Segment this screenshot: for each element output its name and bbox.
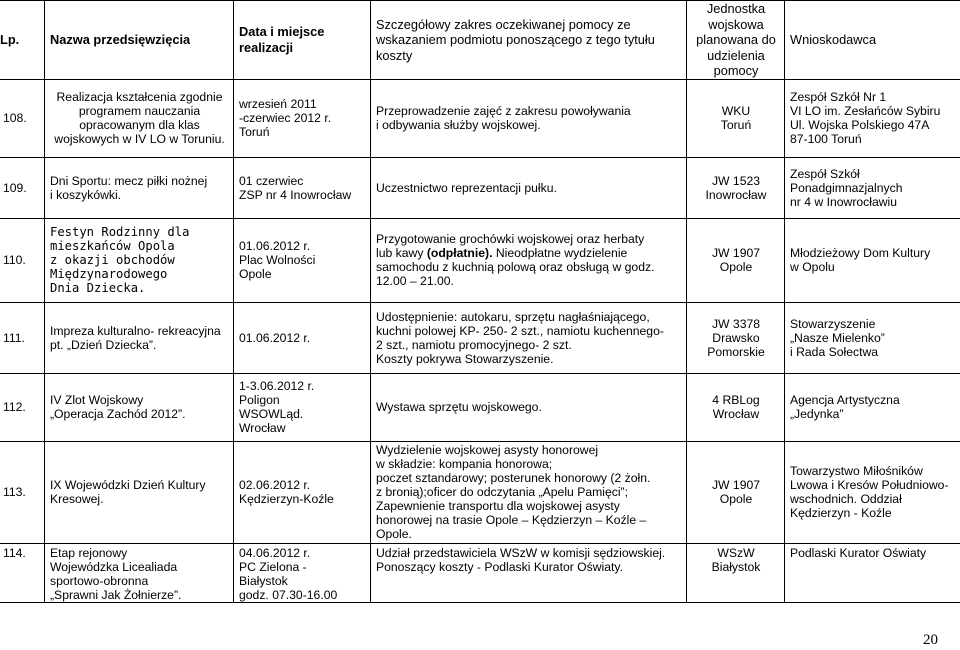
scope-text-a: Przygotowanie grochówki wojskowej oraz herbaty lub kawy — [376, 232, 645, 260]
row-name: Festyn Rodzinny dla mieszkańców Opola z okazji obchodów Międzynarodowego Dnia Dziecka. — [45, 218, 234, 302]
row-date: 04.06.2012 r. PC Zielona - Białystok godz. 07.30-16.00 — [234, 543, 371, 602]
row-scope: Udział przedstawiciela WSzW w komisji sędziowskiej. Ponoszący koszty - Podlaski Kurator Oświaty. — [371, 543, 687, 602]
row-scope: Przeprowadzenie zajęć z zakresu powoływania i odbywania służby wojskowej. — [371, 79, 687, 157]
row-applicant: Zespół Szkół Ponadgimnazjalnych nr 4 w Inowrocławiu — [785, 157, 960, 218]
table-row — [0, 441, 960, 543]
row-unit: 4 RBLog Wrocław — [687, 373, 785, 441]
row-scope: Udostępnienie: autokaru, sprzętu nagłaśniającego, kuchni polowej KP- 250- 2 szt., namiotu kuchennego- 2 szt., namiotu promocyjnego- 2 szt. Koszty pokrywa Stowarzyszenie. — [371, 302, 687, 373]
row-date: 1-3.06.2012 r. Poligon WSOWLąd. Wrocław — [234, 373, 371, 441]
row-applicant: Stowarzyszenie „Nasze Mielenko” i Rada Sołectwa — [785, 302, 960, 373]
row-scope — [371, 218, 687, 302]
row-name: Dni Sportu: mecz piłki nożnej i koszykówki. — [45, 157, 234, 218]
row-unit: JW 1907 Opole — [687, 218, 785, 302]
row-applicant: Zespół Szkół Nr 1 VI LO im. Zesłańców Sybiru Ul. Wojska Polskiego 47A 87-100 Toruń — [785, 79, 960, 157]
row-applicant: Towarzystwo Miłośników Lwowa i Kresów Południowo- wschodnich. Oddział Kędzierzyn - Koźle — [785, 441, 960, 543]
page-number: 20 — [923, 632, 938, 648]
scope-text-c: Nieodpłatne wydzielenie samochodu z kuchnią polową oraz obsługą w godz. 12.00 – 21.00. — [376, 246, 655, 288]
row-unit: WKU Toruń — [687, 79, 785, 157]
header-unit: Jednostka wojskowa planowana do udzielenia pomocy — [687, 1, 785, 80]
row-unit: WSzW Białystok — [687, 543, 785, 602]
table-row — [0, 218, 960, 302]
header-row — [0, 1, 960, 80]
row-date: 01.06.2012 r. — [234, 302, 371, 373]
header-name: Nazwa przedsięwzięcia — [45, 1, 234, 80]
row-scope: Uczestnictwo reprezentacji pułku. — [371, 157, 687, 218]
row-applicant: Młodzieżowy Dom Kultury w Opolu — [785, 218, 960, 302]
row-lp: 108. — [0, 79, 45, 157]
row-name: Etap rejonowy Wojewódzka Licealiada sportowo-obronna „Sprawni Jak Żołnierze”. — [45, 543, 234, 602]
header-scope: Szczegółowy zakres oczekiwanej pomocy ze wskazaniem podmiotu ponoszącego z tego tytułu koszty — [371, 1, 687, 80]
row-unit: JW 3378 Drawsko Pomorskie — [687, 302, 785, 373]
table-row — [0, 373, 960, 441]
row-lp: 114. — [0, 543, 45, 602]
header-date: Data i miejsce realizacji — [234, 1, 371, 80]
header-applicant: Wnioskodawca — [785, 1, 960, 80]
row-unit: JW 1907 Opole — [687, 441, 785, 543]
row-name: IX Wojewódzki Dzień Kultury Kresowej. — [45, 441, 234, 543]
row-unit: JW 1523 Inowrocław — [687, 157, 785, 218]
row-lp: 111. — [0, 302, 45, 373]
row-date: 01.06.2012 r. Plac Wolności Opole — [234, 218, 371, 302]
row-scope: Wydzielenie wojskowej asysty honorowej w składzie: kompania honorowa; poczet sztandarowy; posterunek honorowy (2 żołn. z bronią);oficer do odczytania „Apelu Pamięci”; Zapewnienie transportu dla wojskowej asysty honorowej na trasie Opole – Kędzierzyn – Koźle – Opole. — [371, 441, 687, 543]
row-scope: Wystawa sprzętu wojskowego. — [371, 373, 687, 441]
row-applicant: Agencja Artystyczna „Jedynka” — [785, 373, 960, 441]
row-date: wrzesień 2011 -czerwiec 2012 r. Toruń — [234, 79, 371, 157]
row-lp: 113. — [0, 441, 45, 543]
row-lp: 110. — [0, 218, 45, 302]
row-date: 01 czerwiec ZSP nr 4 Inowrocław — [234, 157, 371, 218]
row-name: Realizacja kształcenia zgodnie programem nauczania opracowanym dla klas wojskowych w IV LO w Toruniu. — [45, 79, 234, 157]
header-lp: Lp. — [0, 1, 45, 80]
table-row — [0, 79, 960, 157]
row-name: Impreza kulturalno- rekreacyjna pt. „Dzień Dziecka”. — [45, 302, 234, 373]
row-name: IV Zlot Wojskowy „Operacja Zachód 2012”. — [45, 373, 234, 441]
row-date: 02.06.2012 r. Kędzierzyn-Koźle — [234, 441, 371, 543]
row-applicant: Podlaski Kurator Oświaty — [785, 543, 960, 602]
row-lp: 109. — [0, 157, 45, 218]
table-row — [0, 302, 960, 373]
scope-text-paid: (odpłatnie). — [426, 246, 493, 260]
table-row — [0, 543, 960, 602]
table-row — [0, 157, 960, 218]
row-lp: 112. — [0, 373, 45, 441]
